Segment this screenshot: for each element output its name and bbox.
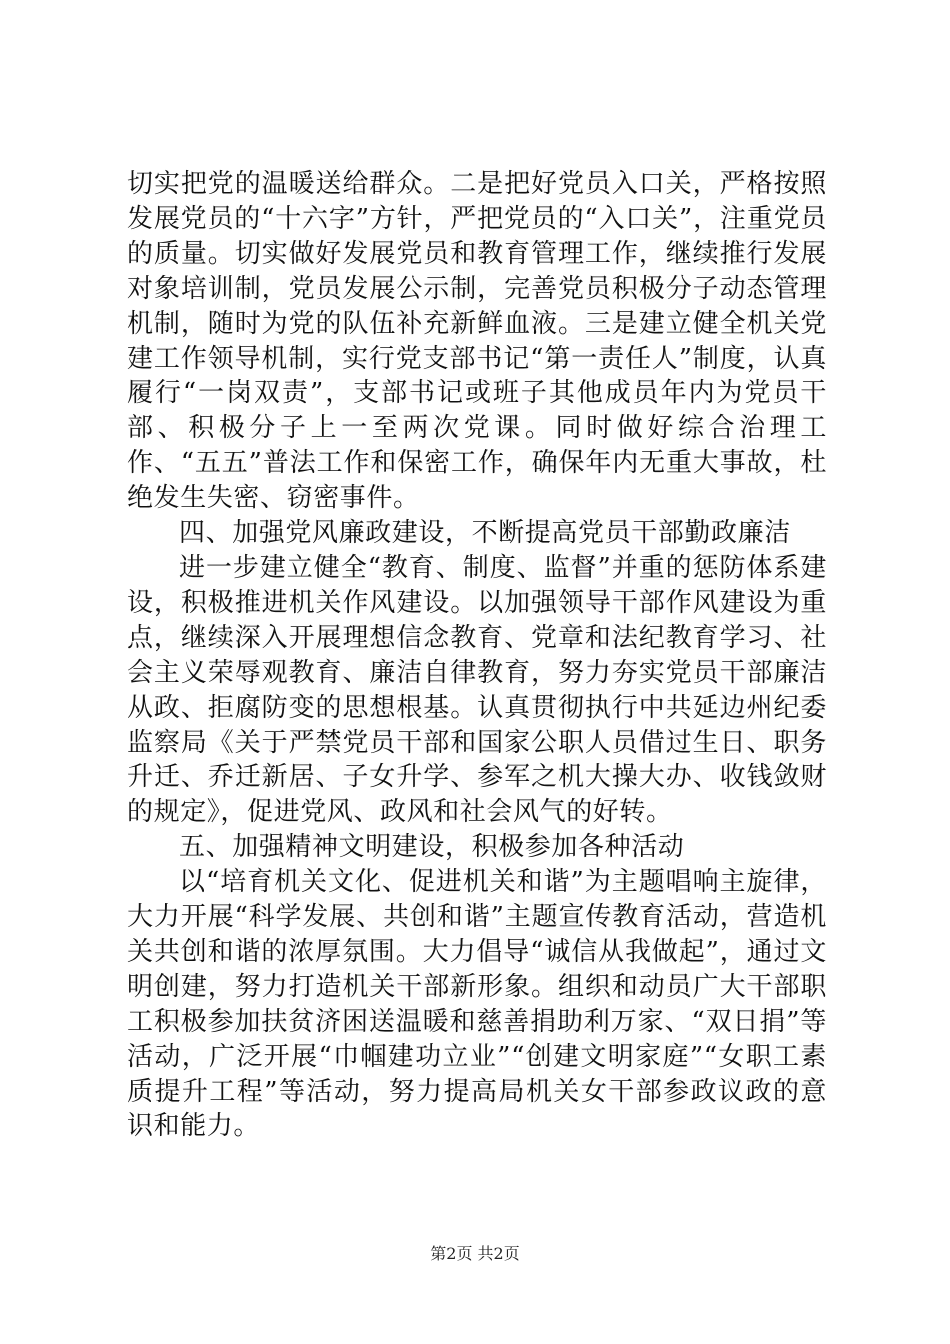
document-body: [127, 167, 827, 1144]
paragraph-continuation: 切实把党的温暖送给群众。二是把好党员入口关，严格按照发展党员的“十六字”方针，严把党员的“入口关”，注重党员的质量。切实做好发展党员和教育管理工作，继续推行发展对象培训制，党员发展公示制，完善党员积极分子动态管理机制，随时为党的队伍补充新鲜血液。三是建立健全机关党建工作领导机制，实行党支部书记“第一责任人”制度，认真履行“一岗双责”，支部书记或班子其他成员年内为党员干部、积极分子上一至两次党课。同时做好综合治理工作、“五五”普法工作和保密工作，确保年内无重大事故，杜绝发生失密、窃密事件。: [127, 169, 827, 514]
section-heading-5: 五、加强精神文明建设，积极参加各种活动: [179, 832, 685, 863]
paragraph-section-5: 以“培育机关文化、促进机关和谐”为主题唱响主旋律，大力开展“科学发展、共创和谐”主题宣传教育活动，营造机关共创和谐的浓厚氛围。大力倡导“诚信从我做起”，通过文明创建，努力打造机关干部新形象。组织和动员广大干部职工积极参加扶贫济困送温暖和慈善捐助利万家、“双日捐”等活动，广泛开展“巾帼建功立业”“创建文明家庭”“女职工素质提升工程”等活动，努力提高局机关女干部参政议政的意识和能力。: [127, 867, 827, 1142]
section-heading-4: 四、加强党风廉政建设，不断提高党员干部勤政廉洁: [179, 518, 791, 549]
paragraph-section-4: 进一步建立健全“教育、制度、监督”并重的惩防体系建设，积极推进机关作风建设。以加强领导干部作风建设为重点，继续深入开展理想信念教育、党章和法纪教育学习、社会主义荣辱观教育、廉洁自律教育，努力夯实党员干部廉洁从政、拒腐防变的思想根基。认真贯彻执行中共延边州纪委监察局《关于严禁党员干部和国家公职人员借过生日、职务升迁、乔迁新居、子女升学、参军之机大操大办、收钱敛财的规定》，促进党风、政风和社会风气的好转。: [127, 552, 827, 828]
page-footer: 第2页 共2页: [430, 1244, 520, 1263]
